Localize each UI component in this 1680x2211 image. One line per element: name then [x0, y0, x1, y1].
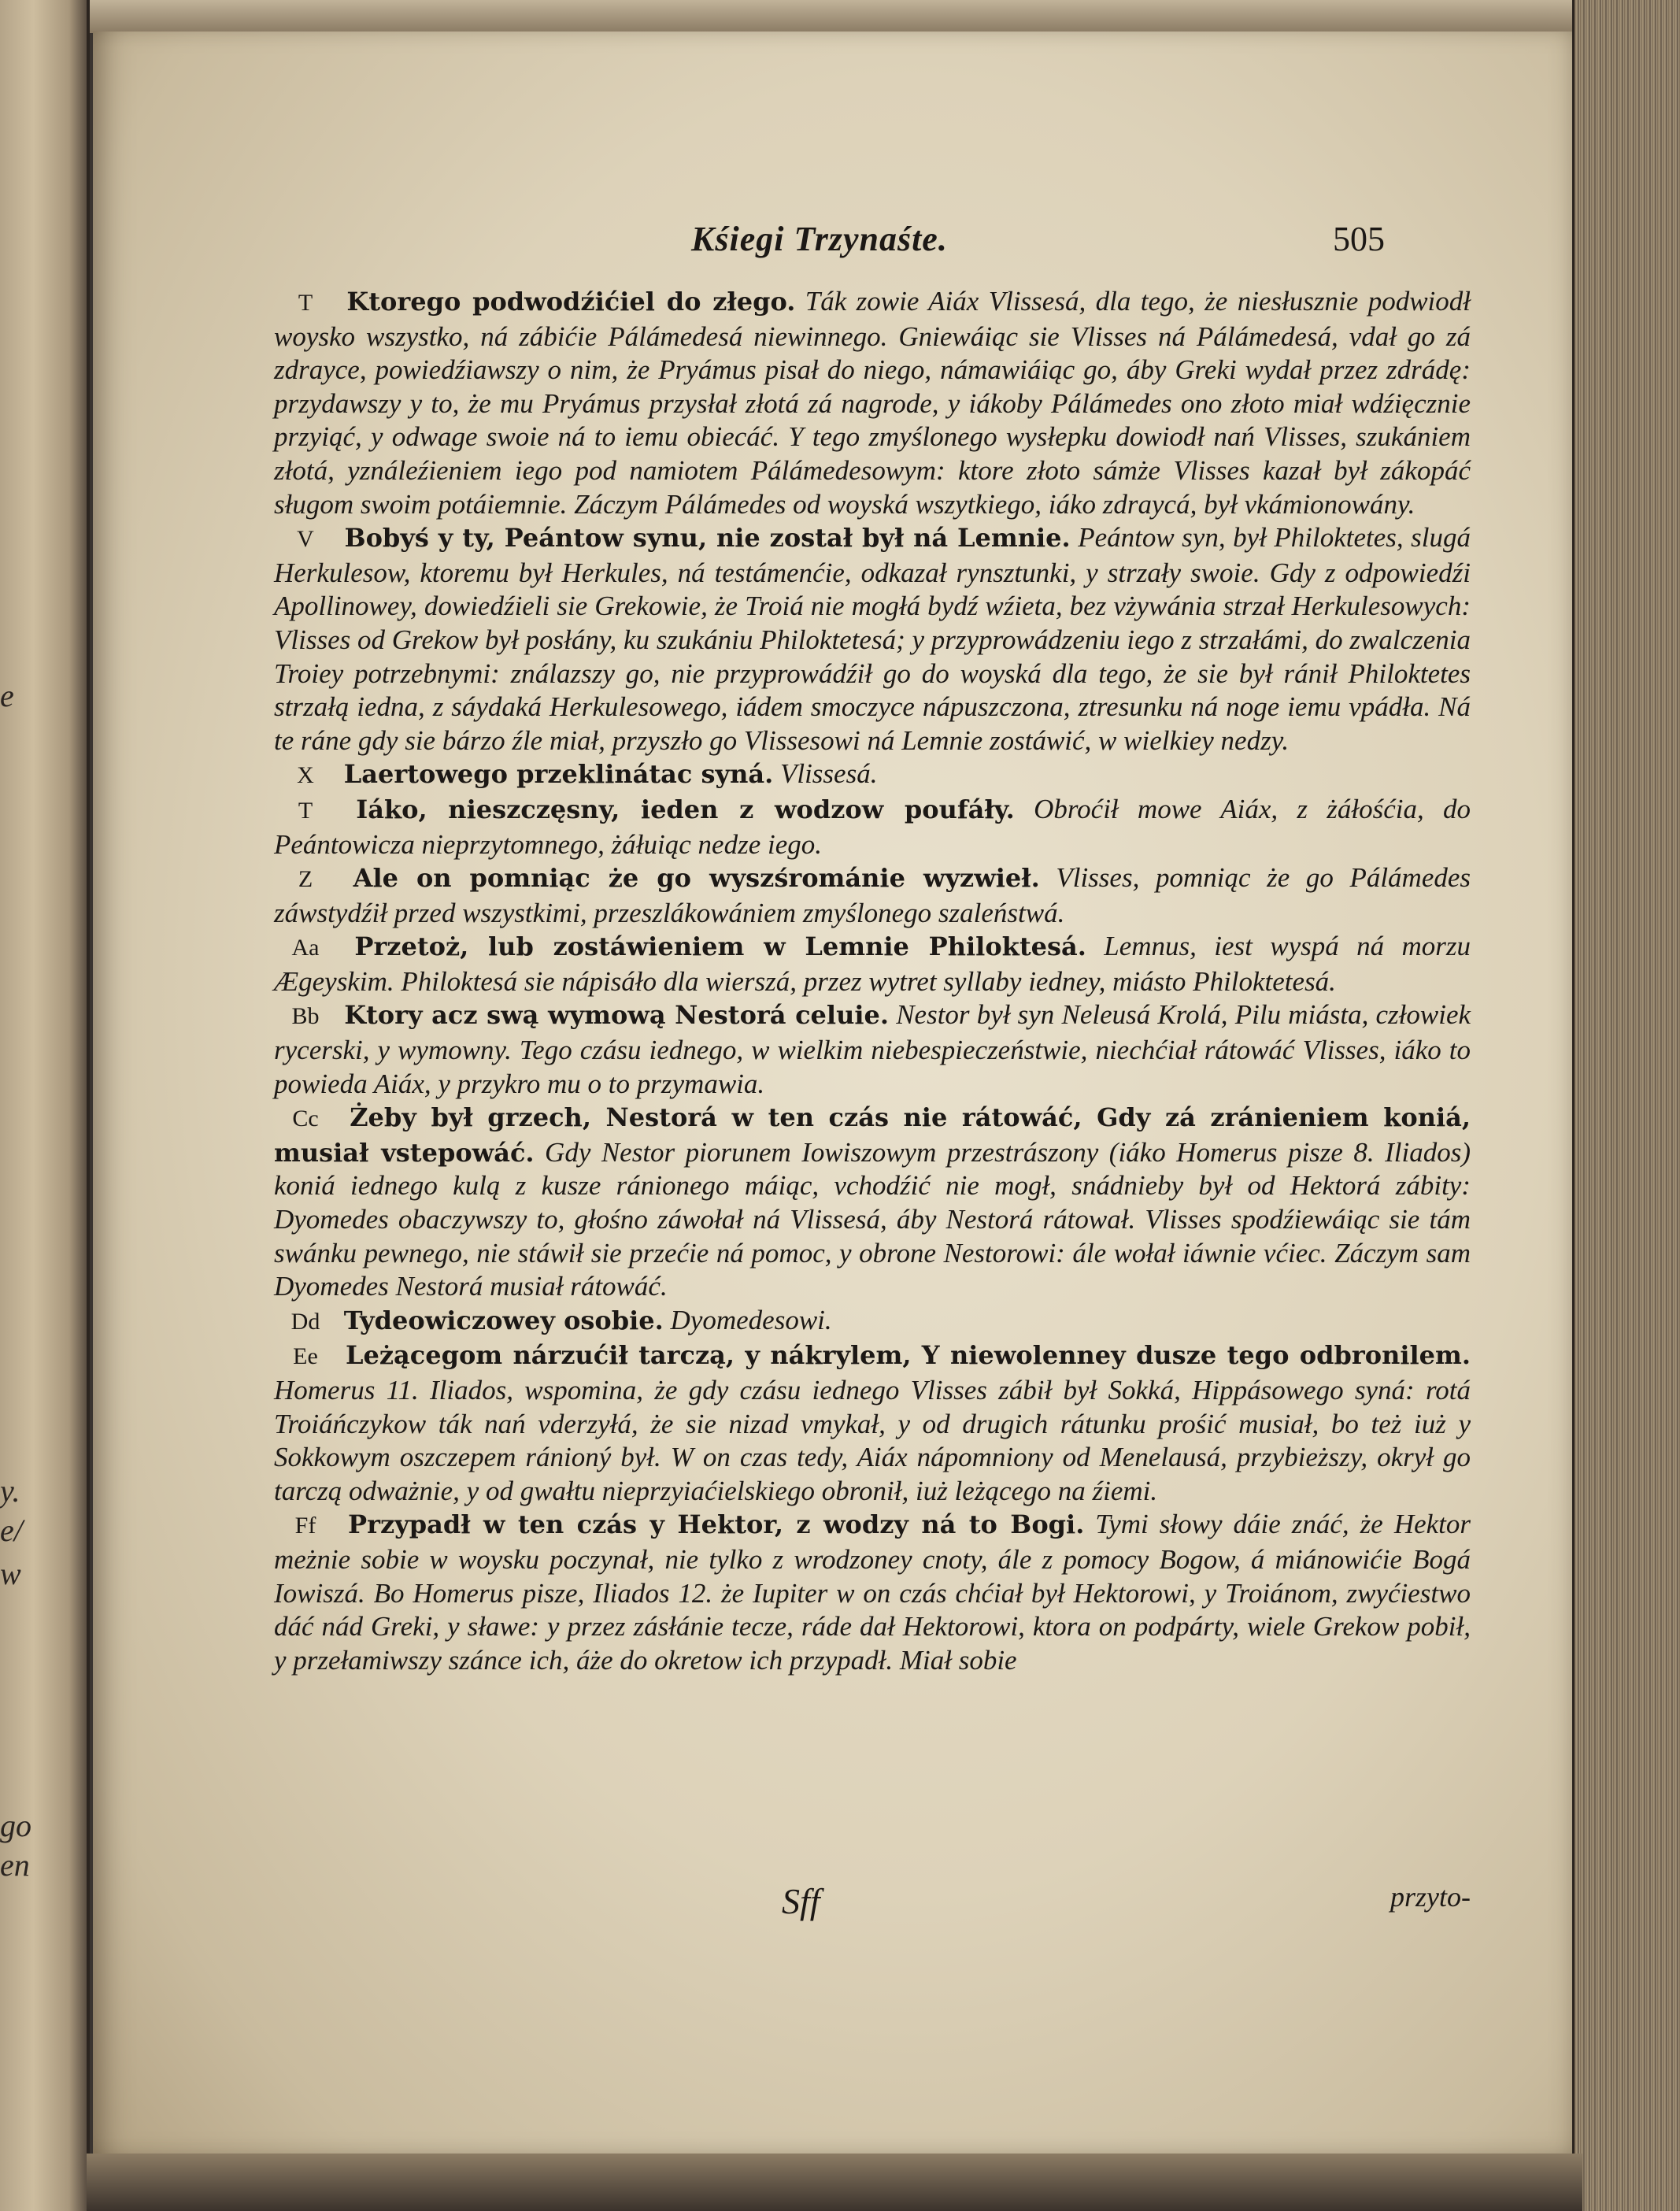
left-page-fragment: w [0, 1556, 21, 1591]
note-gloss: Vlisses, pomniąc że go Pálámedes záwstydźił przed wszystkimi, przeszlákowániem zmyślonego szaleństwá. [274, 862, 1471, 928]
top-page-edge [87, 0, 1582, 33]
catchword: przyto- [1390, 1881, 1471, 1913]
note-marker: T [298, 290, 313, 316]
note-lemma: Tydeowiczowey osobie. [343, 1305, 664, 1335]
note [274, 1339, 1471, 1508]
left-page-fragment: go [0, 1808, 31, 1843]
note-lemma: Ale on pomniąc że go wyszśrománie wyzwieł. [353, 863, 1040, 894]
note-gloss: Obroćił mowe Aiáx, z żáłośćia, do Peántowicza nieprzytomnego, żáłuiąc nedze iego. [274, 793, 1471, 860]
note-marker: Z [298, 866, 313, 893]
note-marker: Dd [290, 1308, 320, 1335]
note [274, 1304, 1471, 1339]
note-gloss: Lemnus, iest wyspá ná morzu Ægeyskim. Philoktesá sie nápisáło dla wierszá, przez wytret syllaby iedney, miásto Philoktetesá. [274, 931, 1471, 997]
note-marker: X [297, 762, 314, 789]
note-lemma: Przypadł w ten czás y Hektor, z wodzy ná to Bogi. [348, 1509, 1085, 1540]
left-page-fragment: e/ [0, 1513, 23, 1548]
note-marker: T [298, 797, 313, 824]
note-lemma: Żeby był grzech, Nestorá w ten czás nie rátowáć, Gdy zá zránieniem koniá, musiał vstepowáć. [274, 1102, 1471, 1168]
note-lemma: Leżącegom nárzućił tarczą, y nákrylem, Y niewolenney dusze tego odbronilem. [345, 1340, 1471, 1371]
left-page-fragment: e [0, 678, 14, 713]
page-number: 505 [1333, 220, 1385, 258]
fore-edge-pages [1572, 0, 1680, 2211]
note-gloss: Ták zowie Aiáx Vlissesá, dla tego, że niesłusznie podwiodł woysko wszystko, ná zábićie Pálámedesá niewinnego. Gniewáiąc sie Vlisses ná Pálámedesá, vdał go zá zdrayce, powiedźiawszy o nim, że Pryámus pisał do niego, námawiáiąc go, áby Greki wydał przez zdrádę: przydawszy y to, że mu Pryámus przysłał złotá zá nagrode, y iákoby Pálámedes ono złoto miał wdźięcznie przyiąć, y odwage swoie ná to iemu obiecáć. Y tego zmyślonego wysłepku dowiodł nań Vlisses, szukániem złotá, yználeźieniem iego pod namiotem Pálámedesowym: ktore złoto sámże Vlisses kazał był zákopáć sługom swoim potáiemnie. Záczym Pálámedes od woyská wszytkiego, iáko zdraycá, był vkámionowány. [274, 286, 1471, 520]
left-page-fragment: y. [0, 1473, 20, 1509]
note [274, 861, 1471, 930]
note-marker: Ee [293, 1343, 318, 1370]
left-page-fragment: en [0, 1847, 30, 1883]
note [274, 521, 1471, 757]
note-gloss: Homerus 11. Iliados, wspomina, że gdy czásu iednego Vlisses zábił był Sokká, Hippásowego syná: rotá Troiáńczykow ták nań vderzyłá, że sie nizad vmykał, y od drugich rátunku prośić musiał, bo też iuż y Sokkowym oszczepem ránioný był. W on czas tedy, Aiáx nápomniony od Menelausá, przybieższy, okrył go tarczą odważnie, y od gwałtu nieprzyiaćielskiego obronił, iuż leżącego na źiemi. [274, 1375, 1471, 1506]
note-marker: Aa [291, 935, 320, 961]
note-lemma: Ktory acz swą wymową Nestorá celuie. [344, 1000, 889, 1031]
note-lemma: Iáko, nieszczęsny, ieden z wodzow poufáły. [356, 794, 1015, 824]
note [274, 1101, 1471, 1304]
note [274, 998, 1471, 1101]
note-marker: Cc [292, 1106, 319, 1132]
note-marker: Bb [291, 1003, 320, 1030]
note-gloss: Dyomedesowi. [670, 1304, 832, 1335]
signature-mark: Sff [782, 1881, 820, 1921]
note-lemma: Przetoż, lub zostáwieniem w Lemnie Philoktesá. [354, 931, 1086, 962]
left-page-edge [0, 0, 90, 2211]
page-footer [274, 1880, 1471, 1928]
note-lemma: Bobyś y ty, Peántow synu, nie został był ná Lemnie. [344, 523, 1071, 554]
note [274, 930, 1471, 998]
note-marker: Ff [294, 1513, 316, 1539]
note-gloss: Nestor był syn Neleusá Krolá, Pilu miásta, człowiek rycerski, y wymowny. Tego czásu iednego, w wielkim niebespieczeństwie, niechćiał rátowáć Vlisses, iáko to powieda Aiáx, y przykro mu o to przymawia. [274, 999, 1471, 1099]
commentary-notes [274, 285, 1471, 1677]
note [274, 1508, 1471, 1677]
note-gloss: Gdy Nestor piorunem Iowiszowym przestrászony (iáko Homerus pisze 8. Iliados) koniá iednego kulą z kusze ránionego máiąc, vchodźić nie mogł, snádnieby był od Hektorá zábity: Dyomedes obaczywszy to, głośno záwołał ná Vlissesá, áby Nestorá rátował. Vlisses spodźiewáiąc sie tám swánku pewnego, nie stáwił sie przećie ná pomoc, y obrone Nestorowi: ále wołał iáwnie vćiec. Záczym sam Dyomedes Nestorá musiał rátowáć. [274, 1136, 1471, 1302]
note-gloss: Tymi słowy dáie znáć, że Hektor meżnie sobie w woysku poczynał, nie tylko z wrodzoney cnoty, ále z pomocy Bogow, á miánowićie Bogá Iowiszá. Bo Homerus pisze, Iliados 12. że Iupiter w on czás chćiał był Hektorowi, y Troiánom, zwyćiestwo dáć nád Greki, y sławe: y przez zásłánie tecze, ráde dał Hektorowi, ktora on podpárty, wiele Grekow pobił, y przełamiwszy szánce ich, áże do okretow ich przypadł. Miał sobie [274, 1509, 1471, 1676]
note-marker: V [297, 526, 314, 553]
running-head: Kśiegi Trzynaśte. [691, 220, 948, 258]
note-gloss: Peántow syn, był Philoktetes, slugá Herkulesow, ktoremu był Herkules, ná testámenćie, odkazał rynsztunki, y strzały swoie. Gdy z odpowiedźi Apollinowey, dowiedźieli sie Grekowie, że Troiá nie mogłá bydź wźieta, bez vżywánia strzał Herkulesowych: Vlisses od Grekow był posłány, ku szukániu Philoktetesá; y przyprowádzeniu iego z strzałámi, do zwalczenia Troiey potrzebnymi: ználazszy go, nie przyprowádźił go do woyská dla tego, że sie był ránił Philoktetes strzałą iedna, z sáydaká Herkulesowego, iádem smoczyce nápuszczona, ztresunku ná noge iemu vpádła. Ná te ráne gdy sie bárzo źle miał, przyszło go Vlissesowi ná Lemnie zostáwić, w wielkiey nedzy. [274, 522, 1471, 756]
note [274, 285, 1471, 521]
bottom-page-edge [87, 2154, 1582, 2211]
right-page [93, 31, 1577, 2154]
note-lemma: Laertowego przeklinátac syná. [343, 759, 774, 790]
note [274, 793, 1471, 861]
note-gloss: Vlissesá. [779, 758, 878, 790]
note-lemma: Ktorego podwodźićiel do złego. [346, 287, 796, 317]
note [274, 757, 1471, 793]
